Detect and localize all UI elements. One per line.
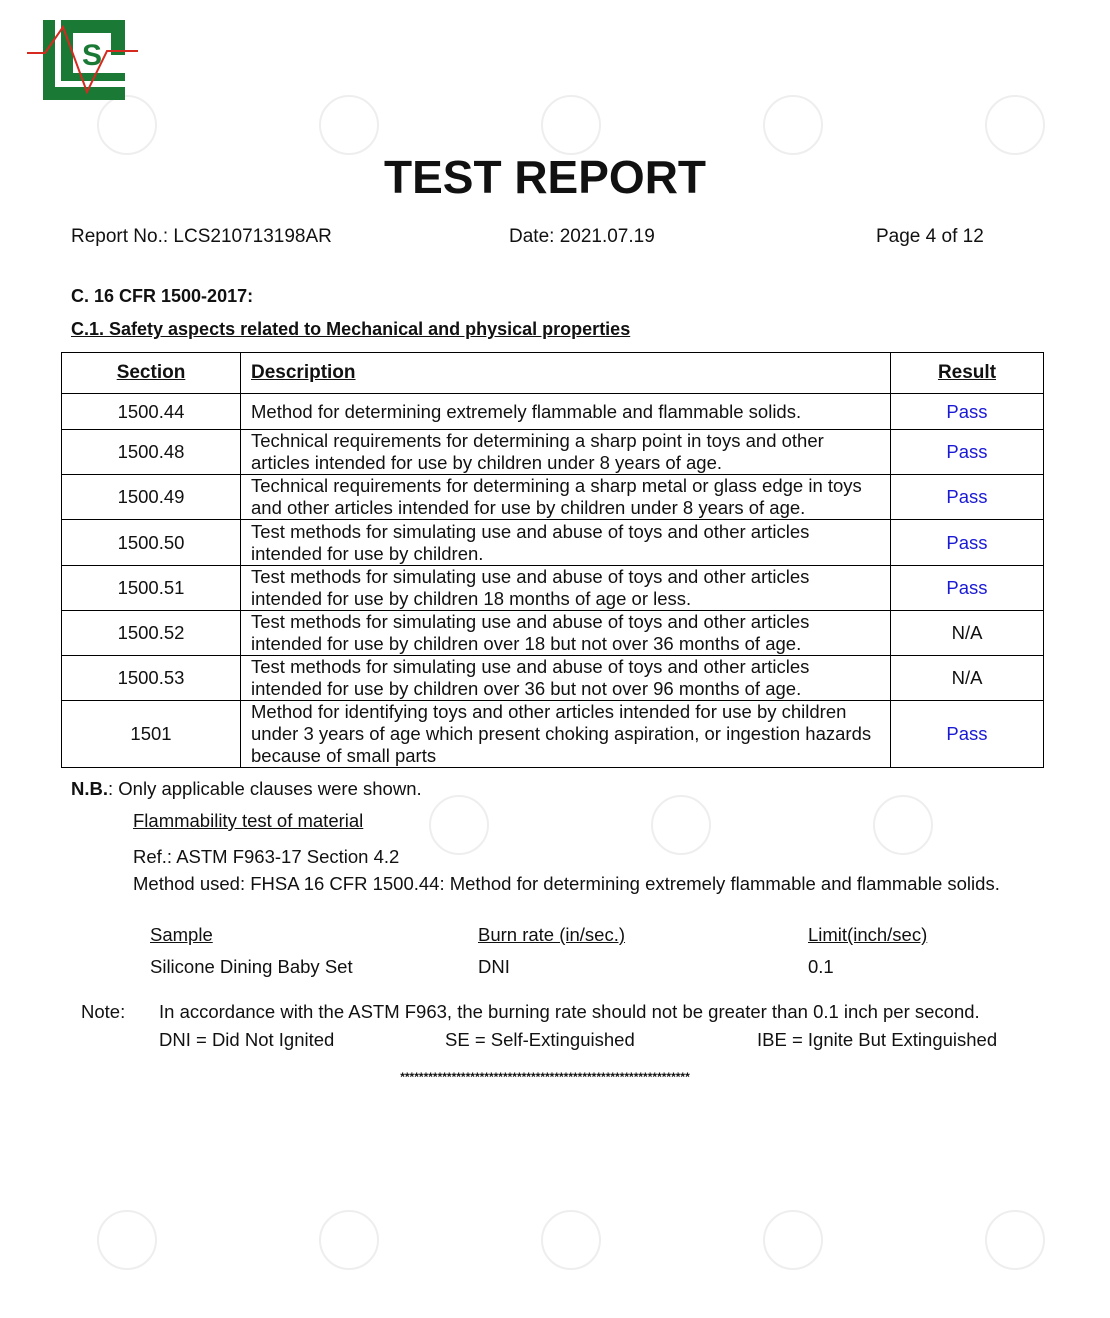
row-result: Pass — [891, 566, 1044, 611]
row-section: 1500.51 — [62, 566, 241, 611]
note-se: SE = Self-Extinguished — [445, 1029, 635, 1050]
row-section: 1500.52 — [62, 611, 241, 656]
table-row — [62, 520, 1044, 566]
row-description: Method for determining extremely flammable and flammable solids. — [241, 394, 891, 430]
note-label: Note: — [81, 1001, 126, 1022]
report-date: Date: 2021.07.19 — [509, 226, 655, 247]
sample-value: Silicone Dining Baby Set — [150, 956, 353, 977]
watermark-icon — [541, 95, 601, 155]
watermark-icon — [763, 1210, 823, 1270]
watermark-icon — [763, 95, 823, 155]
row-section: 1500.50 — [62, 520, 241, 566]
watermark-icon — [319, 95, 379, 155]
row-result: N/A — [891, 611, 1044, 656]
report-number: Report No.: LCS210713198AR — [71, 226, 332, 247]
row-section: 1500.53 — [62, 656, 241, 701]
row-section: 1500.49 — [62, 475, 241, 520]
row-result: Pass — [891, 394, 1044, 430]
page-number: Page 4 of 12 — [876, 226, 984, 247]
page-title: TEST REPORT — [383, 151, 707, 203]
row-result: Pass — [891, 520, 1044, 566]
burn-rate-header: Burn rate (in/sec.) — [478, 924, 626, 945]
watermark-icon — [541, 1210, 601, 1270]
watermark-icon — [985, 1210, 1045, 1270]
limit-header: Limit(inch/sec) — [808, 924, 928, 945]
watermark-icon — [651, 795, 711, 855]
row-result: Pass — [891, 475, 1044, 520]
company-logo — [25, 15, 140, 105]
row-description: Method for identifying toys and other articles intended for use by children under 3 years of age which present choking aspiration, or ingestion hazards because of small parts — [241, 701, 891, 768]
table-row — [62, 394, 1044, 430]
header-section: Section — [62, 353, 241, 394]
row-description: Test methods for simulating use and abuse of toys and other articles intended for use by children over 18 but not over 36 months of age. — [241, 611, 891, 656]
table-row — [62, 475, 1044, 520]
note-text: In accordance with the ASTM F963, the burning rate should not be greater than 0.1 inch per second. — [159, 1001, 980, 1022]
nb-text: : Only applicable clauses were shown. — [108, 778, 422, 799]
watermark-icon — [873, 795, 933, 855]
header-result: Result — [891, 353, 1044, 394]
burn-rate-value: DNI — [478, 956, 510, 977]
row-result: Pass — [891, 430, 1044, 475]
table-row — [62, 611, 1044, 656]
row-description: Technical requirements for determining a sharp metal or glass edge in toys and other articles intended for use by children under 8 years of age. — [241, 475, 891, 520]
row-description: Technical requirements for determining a sharp point in toys and other articles intended for use by children under 8 years of age. — [241, 430, 891, 475]
flammability-method: Method used: FHSA 16 CFR 1500.44: Method for determining extremely flammable and flammable solids. — [133, 873, 1000, 894]
nb-note — [71, 778, 422, 800]
row-description: Test methods for simulating use and abuse of toys and other articles intended for use by children. — [241, 520, 891, 566]
row-description: Test methods for simulating use and abuse of toys and other articles intended for use by children 18 months of age or less. — [241, 566, 891, 611]
sample-header: Sample — [150, 924, 213, 945]
watermark-icon — [319, 1210, 379, 1270]
nb-label: N.B. — [71, 778, 108, 799]
header-description: Description — [241, 353, 891, 394]
end-of-report-marker: ************************************************************** — [400, 1070, 690, 1084]
row-section: 1500.48 — [62, 430, 241, 475]
row-section: 1501 — [62, 701, 241, 768]
row-result: N/A — [891, 656, 1044, 701]
note-ibe: IBE = Ignite But Extinguished — [757, 1029, 998, 1050]
section-heading: C. 16 CFR 1500-2017: — [71, 286, 254, 306]
table-row — [62, 430, 1044, 475]
table-row — [62, 701, 1044, 768]
flammability-title: Flammability test of material — [133, 810, 364, 831]
limit-value: 0.1 — [808, 956, 834, 977]
watermark-icon — [985, 95, 1045, 155]
table-row — [62, 656, 1044, 701]
section-subheading: C.1. Safety aspects related to Mechanical and physical properties — [71, 319, 631, 339]
watermark-icon — [429, 795, 489, 855]
row-result: Pass — [891, 701, 1044, 768]
logo-letter: S — [81, 39, 103, 72]
row-description: Test methods for simulating use and abuse of toys and other articles intended for use by children over 36 but not over 96 months of age. — [241, 656, 891, 701]
flammability-ref: Ref.: ASTM F963-17 Section 4.2 — [133, 846, 400, 867]
table-row — [62, 566, 1044, 611]
watermark-icon — [97, 1210, 157, 1270]
note-dni: DNI = Did Not Ignited — [159, 1029, 335, 1050]
table-header-row — [62, 353, 1044, 394]
row-section: 1500.44 — [62, 394, 241, 430]
results-table — [61, 352, 1044, 768]
